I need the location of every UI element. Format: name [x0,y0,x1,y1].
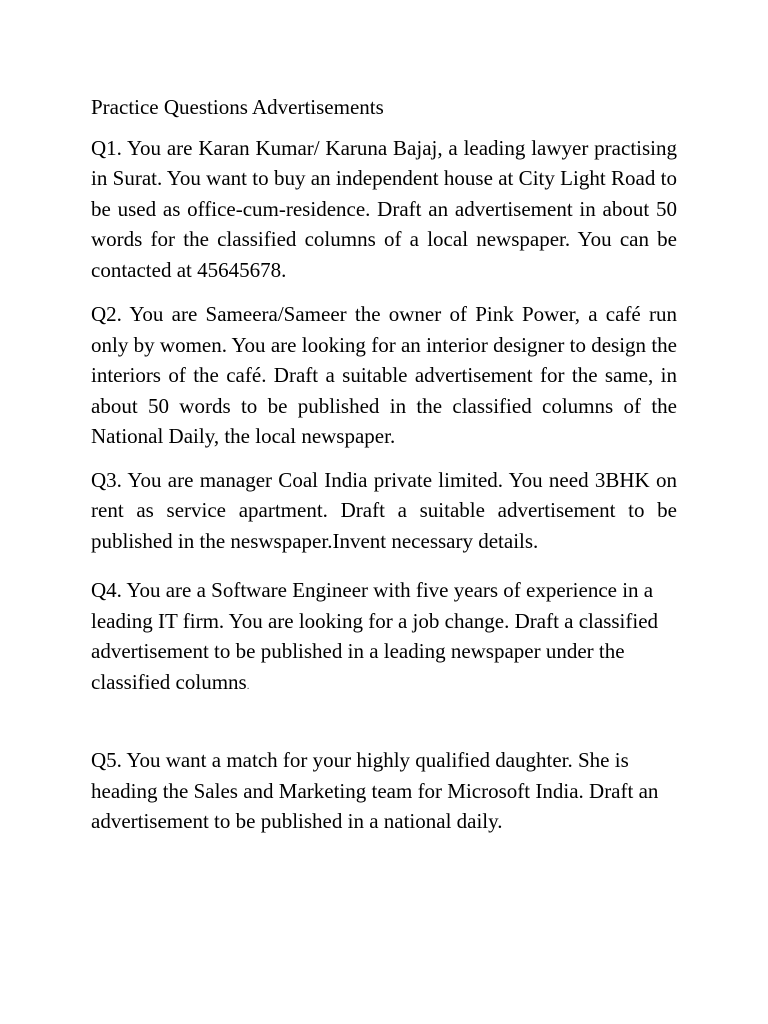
question-4 [91,575,677,701]
question-2: Q2. You are Sameera/Sameer the owner of Pink Power, a café run only by women. You are looking for an interior designer to design the interiors of the café. Draft a suitable advertisement for the same, in about 50 words to be published in the classified columns of the National Daily, the local newspaper. [91,302,677,448]
document-title: Practice Questions Advertisements [91,95,384,119]
document-body [91,92,677,837]
question-1: Q1. You are Karan Kumar/ Karuna Bajaj, a leading lawyer practising in Surat. You want to buy an independent house at City Light Road to be used as office-cum-residence. Draft an advertisement in about 50 words for the classified columns of a local newspaper. You can be contacted at 45645678. [91,135,677,282]
question-4-trailing-mark: . [246,679,250,692]
question-5: Q5. You want a match for your highly qualified daughter. She is heading the Sales and Marketing team for Microsoft India. Draft an advertisement to be published in a national daily. [91,748,659,833]
question-3: Q3. You are manager Coal India private limited. You need 3BHK on rent as service apartment. Draft a suitable advertisement to be published in the neswspaper.Invent necessary details. [91,467,677,553]
question-4-text: Q4. You are a Software Engineer with five years of experience in a leading IT firm. You are looking for a job change. Draft a classified advertisement to be published in a leading newspaper under the classified columns [91,578,659,694]
